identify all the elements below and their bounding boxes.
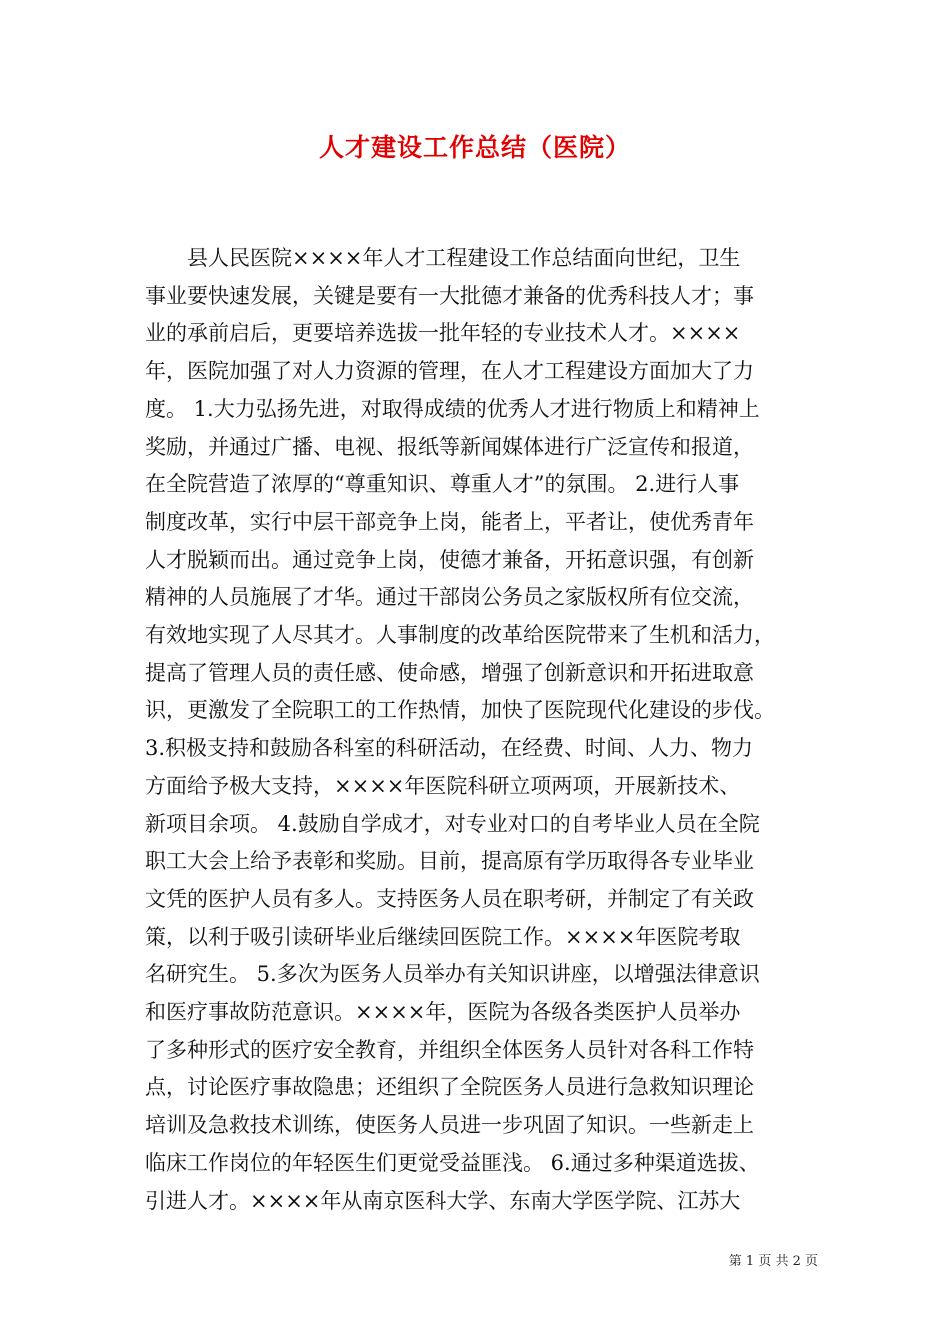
text-line: 识，更激发了全院职工的工作热情，加快了医院现代化建设的步伐。 — [145, 698, 775, 723]
text-line: 提高了管理人员的责任感、使命感，增强了创新意识和开拓进取意 — [145, 660, 754, 685]
text-line: 新项目余项。 4.鼓励自学成才，对专业对口的自考毕业人员在全院 — [145, 811, 760, 836]
text-line: 有效地实现了人尽其才。人事制度的改革给医院带来了生机和活力， — [145, 623, 775, 648]
text-line: 名研究生。 5.多次为医务人员举办有关知识讲座，以增强法律意识 — [145, 962, 760, 987]
text-line: 和医疗事故防范意识。××××年，医院为各级各类医护人员举办 — [145, 1000, 741, 1025]
text-line: 文凭的医护人员有多人。支持医务人员在职考研，并制定了有关政 — [145, 886, 754, 911]
page-number: 第 1 页 共 2 页 — [728, 1254, 818, 1269]
text-line: 精神的人员施展了才华。通过干部岗公务员之家版权所有位交流， — [145, 585, 754, 610]
text-line: 业的承前启后，更要培养选拔一批年轻的专业技术人才。×××× — [145, 321, 741, 346]
text-line: 县人民医院××××年人才工程建设工作总结面向世纪，卫生 — [145, 246, 741, 270]
text-line: 点，讨论医疗事故隐患；还组织了全院医务人员进行急救知识理论 — [145, 1075, 754, 1100]
text-line: 人才脱颖而出。通过竞争上岗，使德才兼备，开拓意识强，有创新 — [145, 547, 754, 572]
text-line: 年，医院加强了对人力资源的管理，在人才工程建设方面加大了力 — [145, 359, 754, 384]
text-line: 事业要快速发展，关键是要有一大批德才兼备的优秀科技人才；事 — [145, 283, 754, 308]
text-line: 度。 1.大力弘扬先进，对取得成绩的优秀人才进行物质上和精神上 — [145, 396, 760, 421]
text-line: 职工大会上给予表彰和奖励。目前，提高原有学历取得各专业毕业 — [145, 849, 754, 874]
text-line: 引进人才。××××年从南京医科大学、东南大学医学院、江苏大 — [145, 1188, 741, 1213]
page-title: 人才建设工作总结（医院） — [318, 133, 631, 162]
text-line: 3.积极支持和鼓励各科室的科研活动，在经费、时间、人力、物力 — [145, 736, 754, 761]
text-line: 了多种形式的医疗安全教育，并组织全体医务人员针对各科工作特 — [145, 1037, 754, 1062]
text-line: 策，以利于吸引读研毕业后继续回医院工作。××××年医院考取 — [145, 924, 741, 949]
text-line: 制度改革，实行中层干部竞争上岗，能者上，平者让，使优秀青年 — [145, 509, 754, 534]
text-line: 临床工作岗位的年轻医生们更觉受益匪浅。 6.通过多种渠道选拔、 — [145, 1150, 760, 1175]
document-body — [145, 240, 815, 1220]
text-line: 奖励，并通过广播、电视、报纸等新闻媒体进行广泛宣传和报道， — [145, 434, 754, 459]
text-line: 方面给予极大支持，××××年医院科研立项两项，开展新技术、 — [145, 773, 741, 798]
text-line: 培训及急救技术训练，使医务人员进一步巩固了知识。一些新走上 — [145, 1113, 754, 1138]
text-line: 在全院营造了浓厚的“尊重知识、尊重人才”的氛围。 2.进行人事 — [145, 472, 740, 497]
